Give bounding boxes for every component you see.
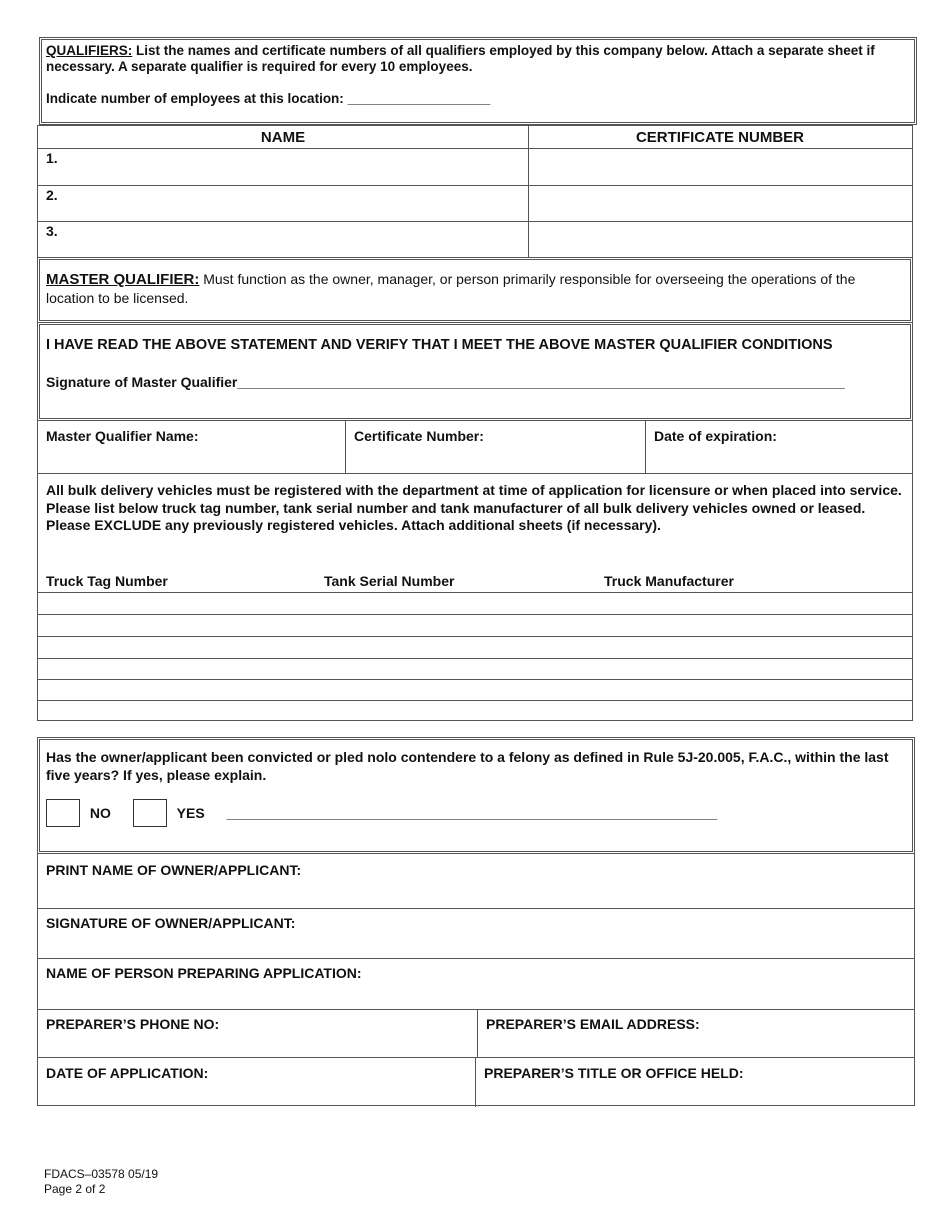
tank-serial-header: Tank Serial Number [324,573,455,589]
name-column-header: NAME [260,129,306,146]
date-of-application-field[interactable]: DATE OF APPLICATION: [46,1065,209,1081]
footer [44,1167,158,1197]
vehicles-instructions: All bulk delivery vehicles must be registered with the department at time of application for licensure or when placed into service. Please list below truck tag number, tank serial number and tank manufacturer of all bulk delivery vehicles owned or leased. Please EXCLUDE any previously registered vehicles. Attach additional sheets (if necessary). [46,482,902,533]
yes-checkbox[interactable] [133,799,167,827]
print-name-field[interactable]: PRINT NAME OF OWNER/APPLICANT: [46,862,302,878]
signature-input[interactable]: ______________________________________________________________________________ [237,374,845,390]
statement-text: I HAVE READ THE ABOVE STATEMENT AND VERIFY THAT I MEET THE ABOVE MASTER QUALIFIER CONDITIONS [46,337,833,353]
preparer-email-field[interactable]: PREPARER’S EMAIL ADDRESS: [486,1016,700,1032]
explanation-input[interactable]: _______________________________________________________________ [226,805,718,821]
no-checkbox[interactable] [46,799,80,827]
truck-tag-header: Truck Tag Number [46,573,168,589]
qualifiers-heading: QUALIFIERS: [46,43,133,58]
felony-question: Has the owner/applicant been convicted or pled nolo contendere to a felony as defined in Rule 5J-20.005, F.A.C., within the last five years? If yes, please explain. [46,749,889,783]
preparer-phone-field[interactable]: PREPARER’S PHONE NO: [46,1016,220,1032]
certificate-column-header: CERTIFICATE NUMBER [635,129,805,146]
page-number: Page 2 of 2 [44,1182,106,1196]
date-of-expiration-field[interactable]: Date of expiration: [654,428,777,444]
form-number: FDACS–03578 05/19 [44,1167,159,1181]
felony-section [37,737,915,854]
master-qualifier-fields [37,420,913,474]
applicant-fields [37,853,915,1106]
vehicles-section [37,473,913,721]
employees-label: Indicate number of employees at this location: [46,91,344,106]
yes-label: YES [176,805,205,821]
preparer-title-field[interactable]: PREPARER’S TITLE OR OFFICE HELD: [484,1065,744,1081]
qualifiers-instructions: List the names and certificate numbers of all qualifiers employed by this company below. Attach a separate sheet if necessary. A separate qualifier is required for every 10 employees. [46,43,875,74]
qualifier-row-3[interactable]: 3. [46,223,58,239]
qualifier-table [37,125,913,258]
qualifier-row-1[interactable]: 1. [46,150,58,166]
master-qualifier-text: Must function as the owner, manager, or person primarily responsible for overseeing the operations of the location to be licensed. [46,271,856,306]
signature-label: Signature of Master Qualifier [46,374,238,390]
qualifier-row-2[interactable]: 2. [46,187,58,203]
master-qualifier-name-field[interactable]: Master Qualifier Name: [46,428,199,444]
master-qualifier-heading: MASTER QUALIFIER: [46,271,200,288]
master-qualifier-section [37,257,913,323]
statement-section [37,322,913,421]
certificate-number-field[interactable]: Certificate Number: [354,428,484,444]
preparer-name-field[interactable]: NAME OF PERSON PREPARING APPLICATION: [46,965,362,981]
employees-input[interactable]: ___________________ [347,91,491,106]
owner-signature-field[interactable]: SIGNATURE OF OWNER/APPLICANT: [46,915,296,931]
no-label: NO [89,805,111,821]
qualifiers-section [39,37,917,125]
truck-manufacturer-header: Truck Manufacturer [604,573,734,589]
